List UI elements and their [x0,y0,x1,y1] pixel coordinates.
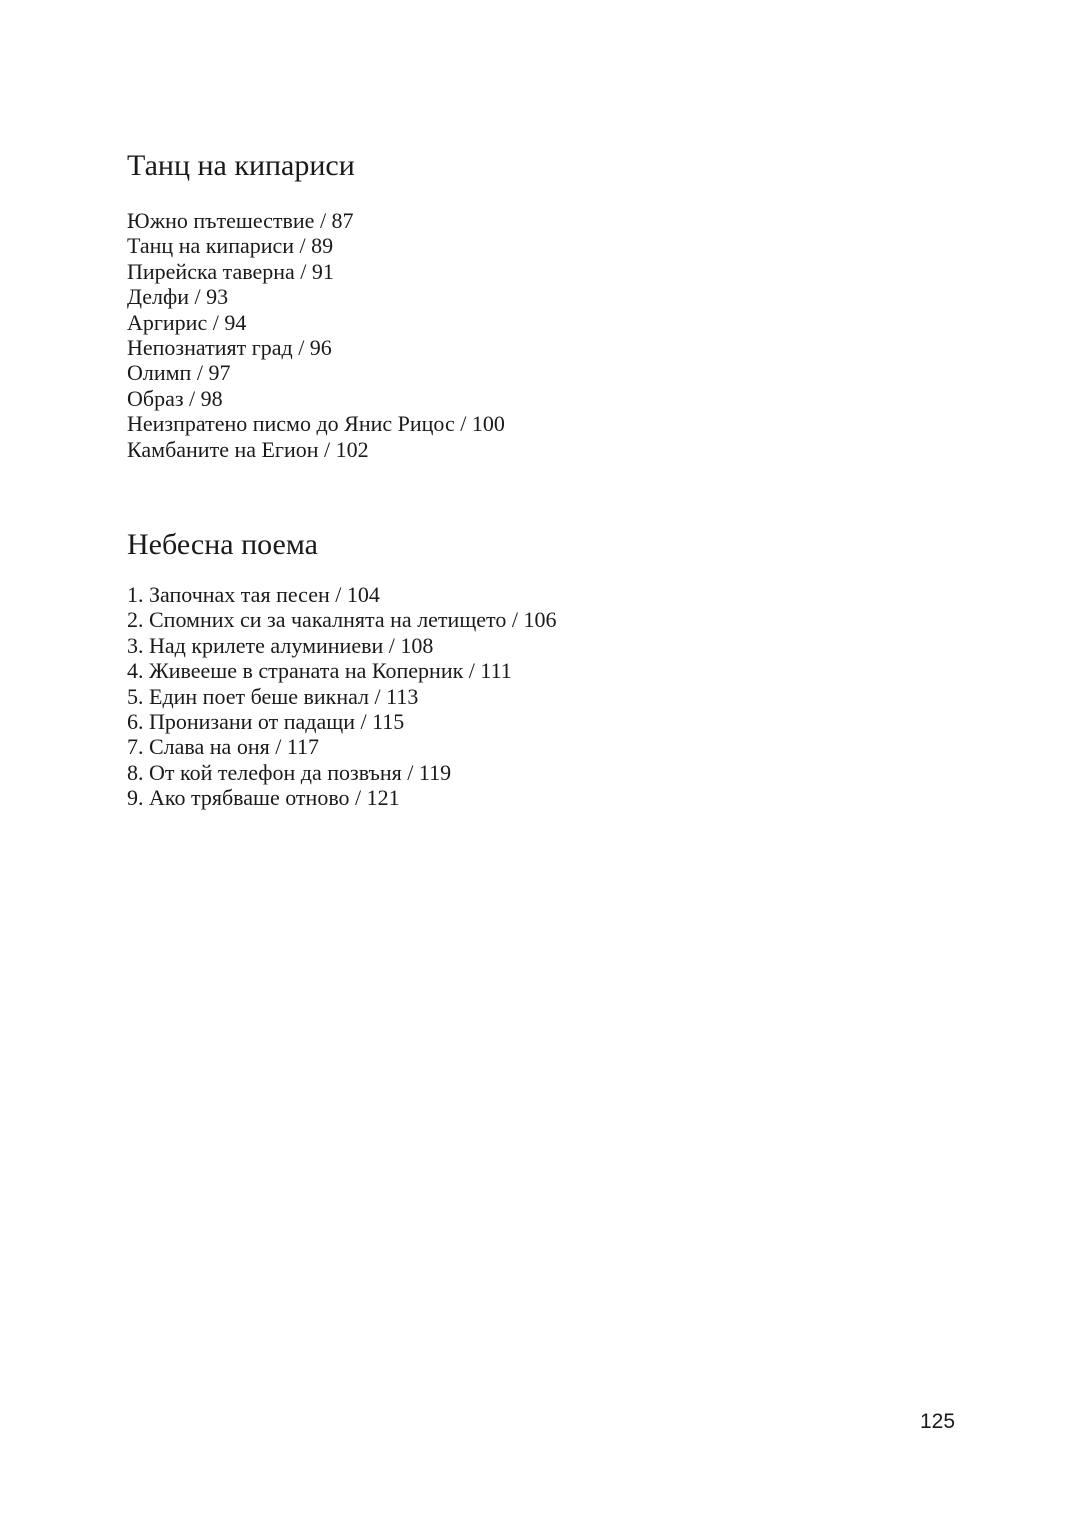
toc-entry: Камбаните на Егион / 102 [127,436,369,462]
toc-entry: 8. От кой телефон да позвъня / 119 [127,759,452,785]
toc-entry: 4. Живееше в страната на Коперник / 111 [127,658,512,684]
toc-entry: 7. Слава на оня / 117 [127,734,320,760]
page-number: 125 [920,1410,956,1433]
toc-entry: Образ / 98 [127,385,223,411]
section-title-nebesna-poema: Небесна поема [127,528,318,561]
toc-entry: 3. Над крилете алуминиеви / 108 [127,632,434,658]
toc-list-section-1 [127,208,505,462]
toc-entry: Делфи / 93 [127,284,229,310]
toc-entry: Пирейска таверна / 91 [127,258,334,284]
toc-entry: Олимп / 97 [127,360,231,386]
section-title-tanc-na-kiparisi: Танц на кипариси [127,149,355,182]
toc-entry: 2. Спомних си за чакалнята на летището / 106 [127,607,557,633]
toc-entry: Неизпратено писмо до Янис Рицос / 100 [127,411,505,437]
toc-entry: 5. Един поет беше викнал / 113 [127,683,419,709]
toc-entry: Аргирис / 94 [127,309,247,335]
toc-list-section-2 [127,582,556,811]
toc-entry: 9. Ако трябваше отново / 121 [127,785,400,811]
toc-entry: Танц на кипариси / 89 [127,233,334,259]
toc-entry: Южно пътешествие / 87 [127,208,354,233]
toc-entry: 1. Започнах тая песен / 104 [127,582,380,607]
toc-entry: 6. Пронизани от падащи / 115 [127,709,405,735]
toc-entry: Непознатият град / 96 [127,335,332,361]
